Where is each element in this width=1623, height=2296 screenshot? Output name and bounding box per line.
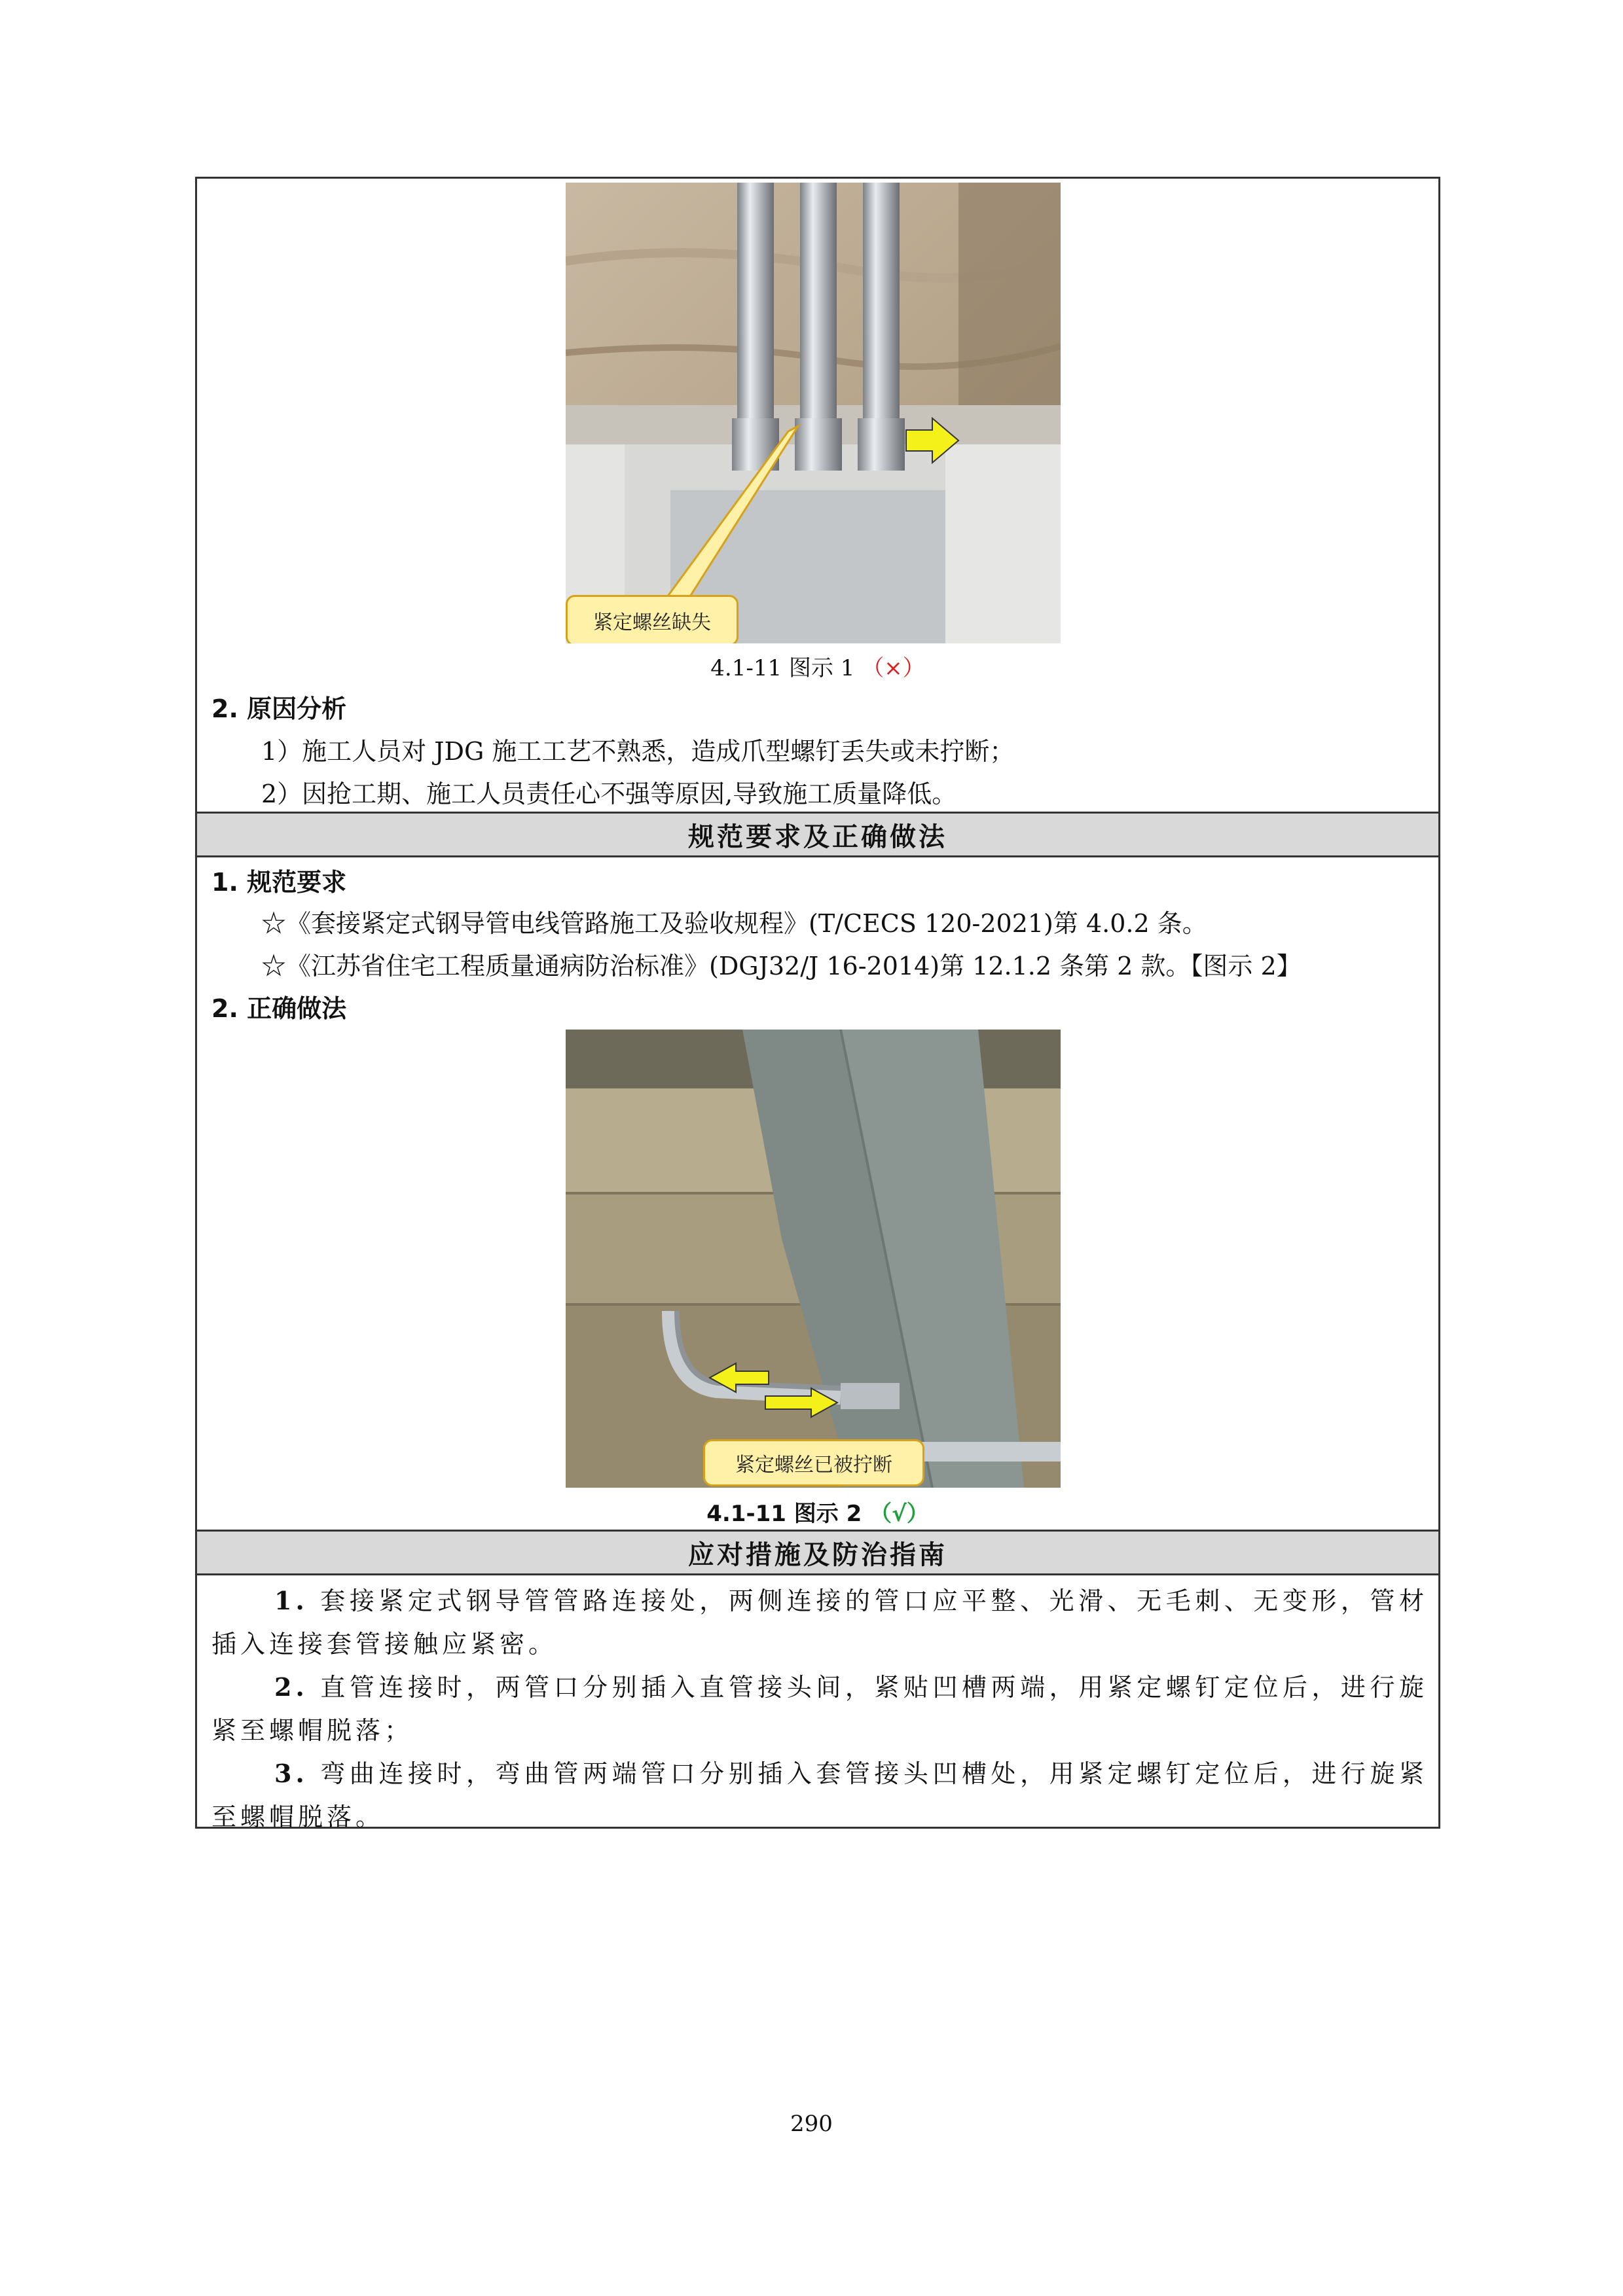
figure-1-illustration bbox=[566, 183, 1061, 643]
measure-number: 2. bbox=[274, 1672, 308, 1702]
divider bbox=[197, 855, 1438, 857]
figure-1-photo bbox=[566, 183, 1061, 643]
figure-1-wrong-mark: （×） bbox=[862, 655, 925, 681]
measure-text: 直管连接时，两管口分别插入直管接头间，紧贴凹槽两端，用紧定螺钉定位后，进行旋紧至螺帽脱落； bbox=[211, 1673, 1428, 1745]
figure-1-caption bbox=[197, 650, 1438, 682]
measure-item-1 bbox=[211, 1579, 1428, 1666]
cause-item-2: 2）因抢工期、施工人员责任心不强等原因,导致施工质量降低。 bbox=[261, 780, 957, 808]
cause-item-1: 1）施工人员对 JDG 施工工艺不熟悉，造成爪型螺钉丢失或未拧断； bbox=[261, 737, 1015, 766]
divider bbox=[197, 1573, 1438, 1575]
norm-heading: 1. 规范要求 bbox=[211, 868, 347, 897]
norm-item-1: ☆《套接紧定式钢导管电线管路施工及验收规程》(T/CECS 120-2021)第 4.0.2 条。 bbox=[261, 909, 1207, 938]
figure-2-correct-mark: （√） bbox=[869, 1501, 929, 1527]
measure-item-2 bbox=[211, 1666, 1428, 1752]
section-band-norm: 规范要求及正确做法 bbox=[197, 814, 1438, 855]
section-band-measures: 应对措施及防治指南 bbox=[197, 1532, 1438, 1573]
figure-2-photo bbox=[566, 1030, 1061, 1488]
cause-heading: 2. 原因分析 bbox=[211, 694, 347, 723]
page-number: 290 bbox=[790, 2111, 833, 2137]
content-table bbox=[195, 177, 1440, 1829]
figure-2-callout: 紧定螺丝已被拧断 bbox=[703, 1439, 924, 1486]
measure-number: 3. bbox=[274, 1759, 308, 1788]
figure-1-caption-text: 4.1-11 图示 1 bbox=[710, 655, 862, 681]
norm-item-2: ☆《江苏省住宅工程质量通病防治标准》(DGJ32/J 16-2014)第 12.1.2 条第 2 款。【图示 2】 bbox=[261, 952, 1302, 980]
figure-2-caption-text: 4.1-11 图示 2 bbox=[706, 1501, 870, 1527]
measure-number: 1. bbox=[274, 1586, 308, 1615]
correct-heading: 2. 正确做法 bbox=[211, 994, 347, 1023]
figure-2-illustration bbox=[566, 1030, 1061, 1488]
measure-text: 套接紧定式钢导管管路连接处，两侧连接的管口应平整、光滑、无毛刺、无变形，管材插入连接套管接触应紧密。 bbox=[211, 1587, 1428, 1659]
measure-item-3 bbox=[211, 1752, 1428, 1839]
measure-text: 弯曲连接时，弯曲管两端管口分别插入套管接头凹槽处，用紧定螺钉定位后，进行旋紧至螺帽脱落。 bbox=[211, 1759, 1428, 1831]
figure-1-callout: 紧定螺丝缺失 bbox=[566, 595, 739, 643]
figure-2-caption bbox=[197, 1496, 1438, 1528]
